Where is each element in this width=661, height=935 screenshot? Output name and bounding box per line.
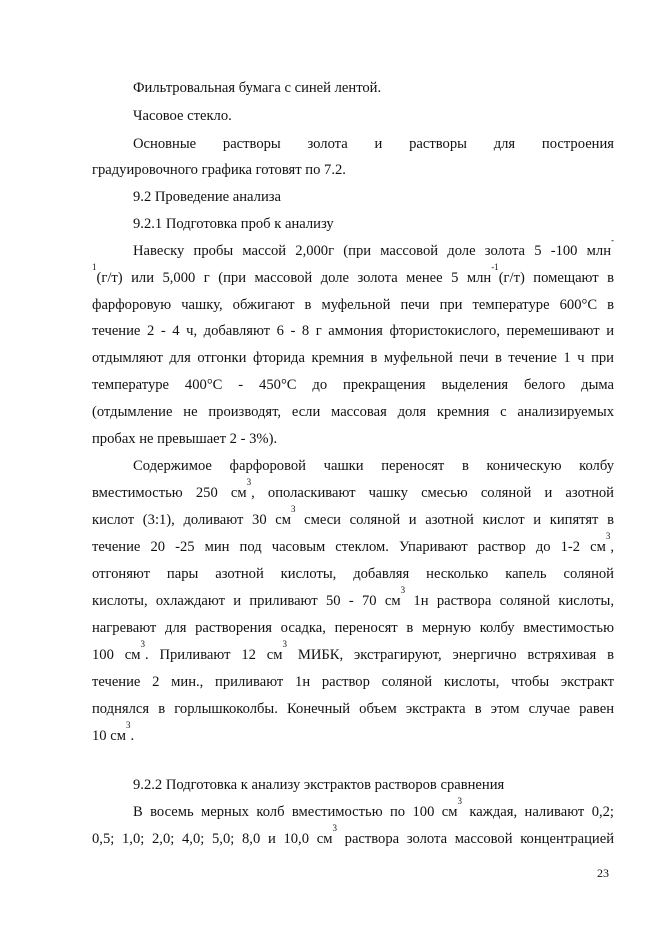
section-heading: 9.2 Проведение анализа: [133, 189, 281, 205]
text-line: кислоты, охлаждают и приливают 50 - 70 $см^3$ 1н раствора соляной кислоты,: [92, 585, 614, 609]
text-line: В восемь мерных колб вместимостью по 100 $см^3$ каждая, наливают 0,2;: [133, 796, 614, 820]
text-line: градуировочного графика готовят по 7.2.: [92, 162, 346, 178]
text-line: Основные растворы золота и растворы для построения: [133, 136, 614, 152]
text-line: $^1$(г/т) или 5,000 г (при массовой доле золота менее 5 млн$^{-1}$(г/т) помещают в: [92, 262, 614, 286]
text-line: фарфоровую чашку, обжигают в муфельной печи при температуре 600°С в: [92, 297, 614, 313]
text-line: Часовое стекло.: [133, 108, 232, 124]
text-line: Содержимое фарфоровой чашки переносят в коническую колбу: [133, 458, 614, 474]
text-line: нагревают для растворения осадка, переносят в мерную колбу вместимостью: [92, 620, 614, 636]
text-line: (отдымление не производят, если массовая доля кремния с анализируемых: [92, 404, 614, 420]
text-line: 100 $см^3$. Приливают 12 $см^3$ МИБК, экстрагируют, энергично встряхивая в: [92, 639, 615, 663]
text-line: отгоняют пары азотной кислоты, добавляя несколько капель соляной: [92, 566, 614, 582]
text-line: течение 20 -25 мин под часовым стеклом. Упаривают раствор до 1-2 $см^3$,: [92, 531, 614, 555]
text-line: Навеску пробы массой 2,000г (при массовой доле золота 5 -100 млн-: [133, 235, 614, 259]
subsection-heading: 9.2.1 Подготовка проб к анализу: [133, 216, 334, 232]
text-line: течение 2 - 4 ч, добавляют 6 - 8 г аммония фтористокислого, перемешивают и: [92, 323, 614, 339]
text-line: поднялся в горлышкоколбы. Конечный объем экстракта в этом случае равен: [92, 701, 614, 717]
text-line: вместимостью 250 $см^3$, ополаскивают чашку смесью соляной и азотной: [92, 477, 614, 501]
text-line: температуре 400°С - 450°С до прекращения выделения белого дыма: [92, 377, 614, 393]
text-line: Фильтровальная бумага с синей лентой.: [133, 80, 382, 96]
subsection-heading: 9.2.2 Подготовка к анализу экстрактов растворов сравнения: [133, 777, 505, 793]
text-line: кислот (3:1), доливают 30 $см^3$ смеси соляной и азотной кислот и кипятят в: [92, 504, 614, 528]
page-number: 23: [597, 866, 609, 880]
text-line: 10 $см^3$.: [92, 720, 135, 744]
text-line: течение 2 мин., приливают 1н раствор соляной кислоты, чтобы экстракт: [92, 674, 614, 690]
text-line: 0,5; 1,0; 2,0; 4,0; 5,0; 8,0 и 10,0 $см^3$ раствора золота массовой концентрацией: [92, 823, 615, 847]
text-line: отдымляют для отгонки фторида кремния в муфельной печи в течение 1 ч при: [92, 350, 614, 366]
text-line: пробах не превышает 2 - 3%).: [92, 431, 278, 447]
